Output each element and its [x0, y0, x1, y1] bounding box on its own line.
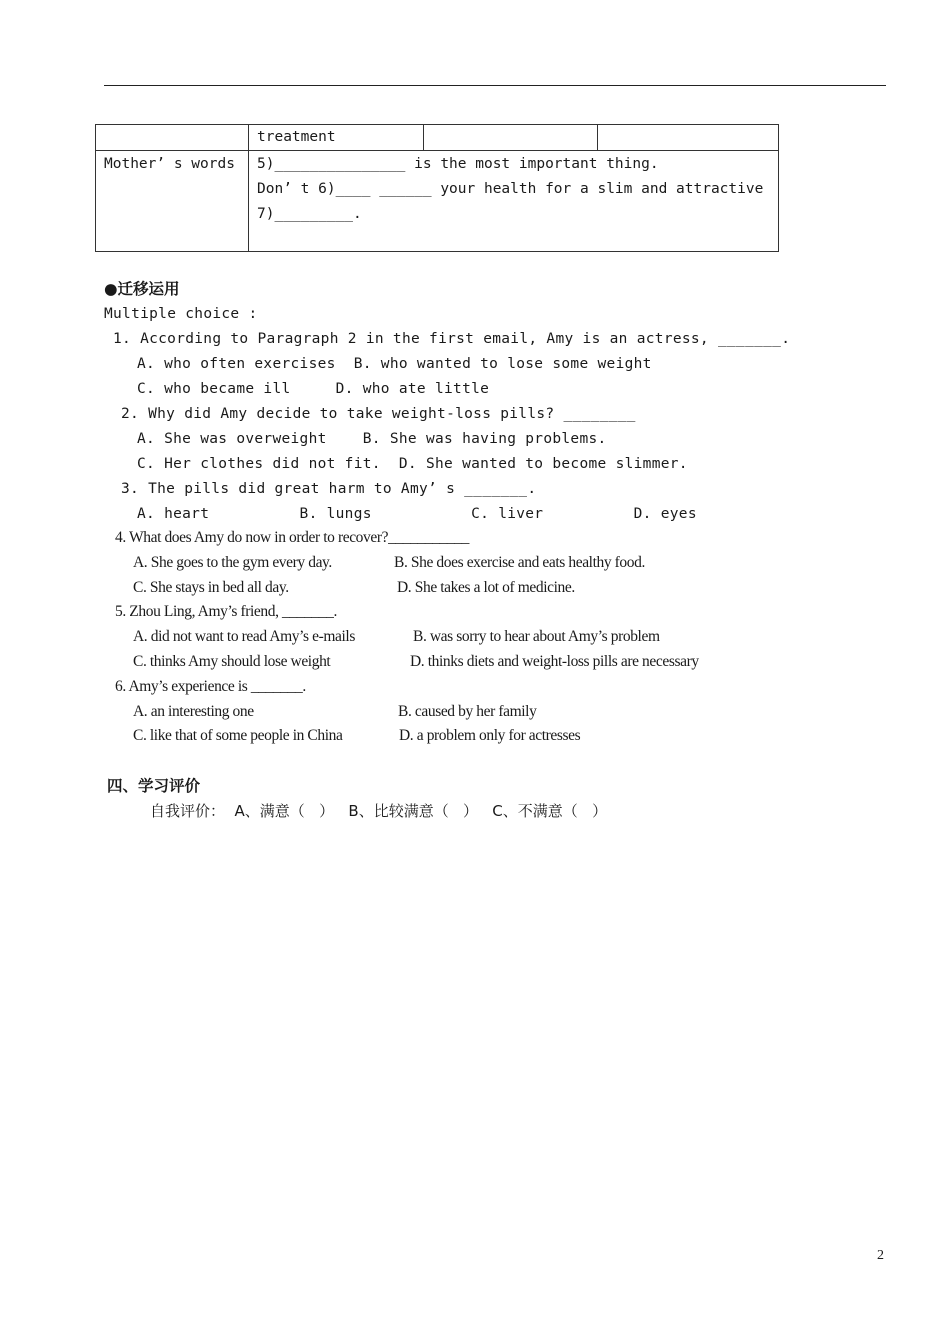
question-4-option-b: B. She does exercise and eats healthy food.: [394, 554, 645, 571]
blank-line-7: 7)_________.: [257, 206, 362, 222]
self-evaluation-line: 自我评价： A、满意（ ） B、比较满意（ ） C、不满意（ ）: [150, 802, 608, 820]
question-5-option-c: C. thinks Amy should lose weight: [133, 653, 331, 670]
section-intro: Multiple choice :: [104, 306, 258, 322]
question-1: 1. According to Paragraph 2 in the first email, Amy is an actress, _______.: [113, 331, 791, 347]
question-6-option-b: B. caused by her family: [398, 703, 537, 720]
question-1-options-ab: A. who often exercises B. who wanted to lose some weight: [137, 356, 652, 372]
question-4-option-a: A. She goes to the gym every day.: [133, 554, 332, 571]
question-2: 2. Why did Amy decide to take weight-loss pills? ________: [121, 406, 636, 422]
question-2-options-ab: A. She was overweight B. She was having problems.: [137, 431, 607, 447]
table-cell: treatment: [249, 125, 424, 151]
question-2-options-cd: C. Her clothes did not fit. D. She wanted to become slimmer.: [137, 456, 688, 472]
question-5: 5. Zhou Ling, Amy’s friend, _______.: [115, 603, 337, 620]
question-5-option-d: D. thinks diets and weight-loss pills are necessary: [410, 653, 699, 670]
header-rule: [104, 85, 886, 86]
table-cell: [96, 125, 249, 151]
row-label: Mother’ s words: [96, 151, 249, 252]
blank-line-5: 5)_______________ is the most important thing.: [257, 156, 659, 172]
question-3-options: A. heart B. lungs C. liver D. eyes: [137, 506, 697, 522]
question-6: 6. Amy’s experience is _______.: [115, 678, 306, 695]
question-6-option-d: D. a problem only for actresses: [399, 727, 581, 744]
table-row: [96, 125, 779, 151]
question-4-option-c: C. She stays in bed all day.: [133, 579, 289, 596]
question-6-option-a: A. an interesting one: [133, 703, 254, 720]
question-5-option-b: B. was sorry to hear about Amy’s problem: [413, 628, 660, 645]
question-3: 3. The pills did great harm to Amy’ s _______.: [121, 481, 537, 497]
table-cell: [598, 125, 779, 151]
table-cell-words: [249, 151, 779, 252]
table-row: [96, 151, 779, 252]
page-number: 2: [877, 1248, 884, 1263]
section-heading-evaluation: 四、学习评价: [107, 777, 201, 795]
question-1-options-cd: C. who became ill D. who ate little: [137, 381, 490, 397]
section-heading-transfer: ●迁移运用: [104, 280, 180, 298]
question-4-option-d: D. She takes a lot of medicine.: [397, 579, 575, 596]
question-4: 4. What does Amy do now in order to recover?___________: [115, 529, 469, 546]
blank-line-6: Don’ t 6)____ ______ your health for a slim and attractive: [257, 181, 764, 197]
table-cell: [424, 125, 598, 151]
summary-table: [95, 124, 779, 252]
question-5-option-a: A. did not want to read Amy’s e-mails: [133, 628, 355, 645]
question-6-option-c: C. like that of some people in China: [133, 727, 343, 744]
